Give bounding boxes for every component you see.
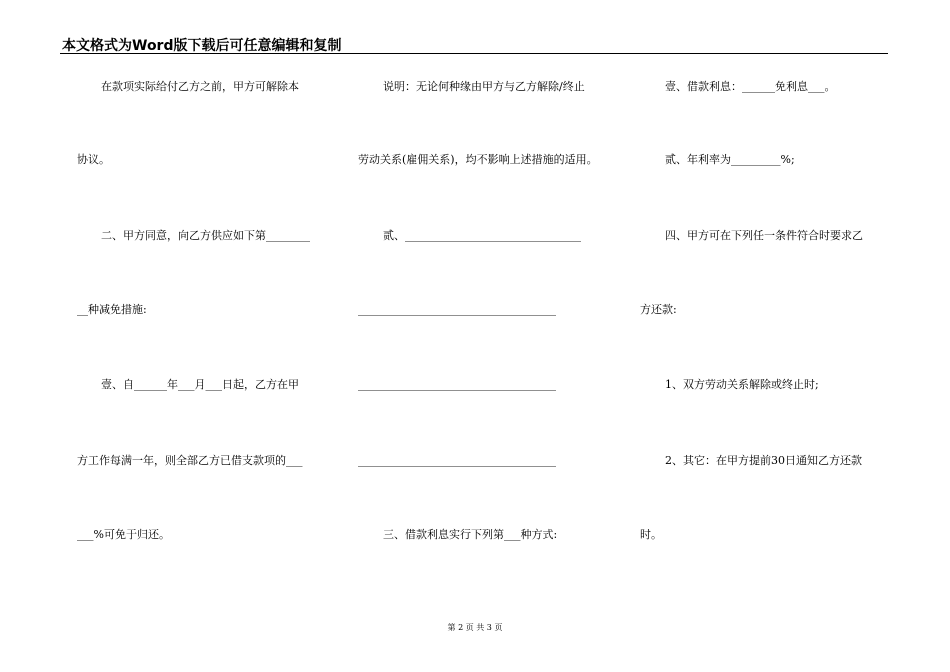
column-2-line-2: 劳动关系(雇佣关系)，均不影响上述措施的适用。: [358, 153, 598, 166]
column-3-line-5: 1、双方劳动关系解除或终止时;: [665, 378, 819, 391]
column-1-line-2: 协议。: [77, 153, 110, 166]
column-1-line-1: 在款项实际给付乙方之前，甲方可解除本: [101, 80, 299, 93]
document-header-title: 本文格式为Word版下载后可任意编辑和复制: [62, 38, 342, 54]
column-3-line-2: 贰、年利率为_________%;: [665, 153, 795, 166]
column-2-line-7: 三、借款利息实行下列第___种方式:: [383, 528, 558, 541]
column-1-line-6: 方工作每满一年，则全部乙方已借支款项的___: [77, 454, 303, 467]
page-number-footer: 第 2 页 共 3 页: [447, 623, 503, 632]
column-2-line-1: 说明：无论何种缘由甲方与乙方解除/终止: [383, 80, 585, 93]
column-2-line-6: ____________________________________: [358, 454, 556, 467]
column-3-line-4: 方还款:: [640, 303, 677, 316]
column-2-line-3: 贰、________________________________: [383, 229, 581, 242]
column-3-line-1: 壹、借款利息：______免利息___。: [665, 80, 836, 93]
column-3-line-3: 四、甲方可在下列任一条件符合时要求乙: [665, 229, 863, 242]
column-2-line-4: ____________________________________: [358, 303, 556, 316]
column-3-line-6: 2、其它：在甲方提前30日通知乙方还款: [665, 454, 862, 467]
column-1-line-7: ___%可免于归还。: [77, 528, 170, 541]
column-1-line-4: __种减免措施:: [77, 303, 147, 316]
column-2-line-5: ____________________________________: [358, 378, 556, 391]
column-1-line-5: 壹、自______年___月___日起，乙方在甲: [101, 378, 299, 391]
column-3-line-7: 时。: [640, 528, 662, 541]
column-1-line-3: 二、甲方同意，向乙方供应如下第________: [101, 229, 310, 242]
header-divider: [60, 53, 888, 54]
